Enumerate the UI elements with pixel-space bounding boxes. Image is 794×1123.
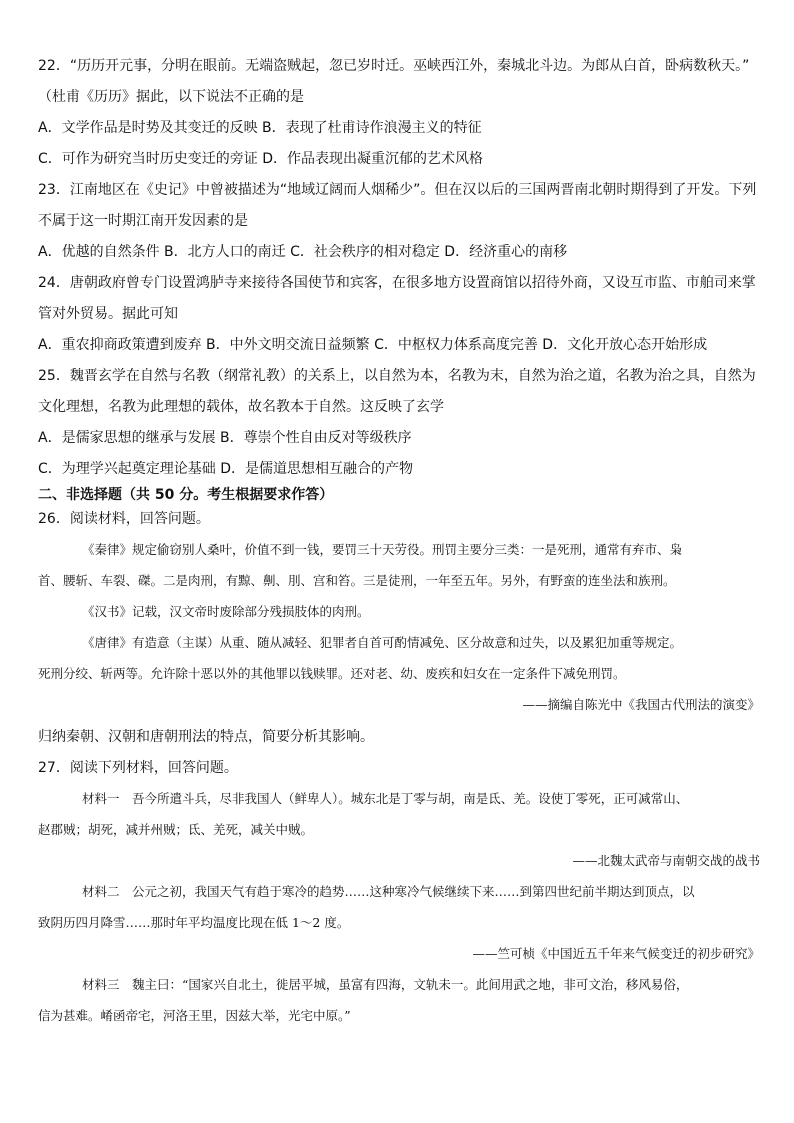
question-24-stem-cont: 管对外贸易。据此可知	[38, 306, 178, 322]
question-22-options-ab: A．文学作品是时势及其变迁的反映 B．表现了杜甫诗作浪漫主义的特征	[38, 120, 482, 136]
q27-material-2-line2: 致阴历四月降雪……那时年平均温度比现在低 1～2 度。	[38, 915, 350, 930]
q26-material-han: 《汉书》记载，汉文帝时废除部分残损肢体的肉刑。	[82, 604, 370, 619]
question-25-stem: 25．魏晋玄学在自然与名教（纲常礼教）的关系上，以自然为本，名教为末，自然为治之道，名教为治之具，自然为	[38, 368, 756, 384]
question-22-stem: 22．“历历开元事，分明在眼前。无端盗贼起，忽已岁时迁。巫峡西江外，秦城北斗边。为郎从白首，卧病数秋天。”	[38, 58, 750, 74]
question-24	[38, 273, 760, 355]
q27-material-1-source: ——北魏太武帝与南朝交战的战书	[572, 853, 760, 868]
q26-material-qin-line2: 首、腰斩、车裂、磔。二是肉刑，有黥、劓、刖、宫和笞。三是徒刑，一年至五年。另外，有野蛮的连坐法和族刑。	[38, 573, 676, 588]
q27-material-3-line2: 信为甚难。崤函帝宅，河洛王里，因兹大举，光宅中原。”	[38, 1008, 351, 1023]
q26-material-qin-line1: 《秦律》规定偷窃别人桑叶，价值不到一钱，要罚三十天劳役。刑罚主要分三类：一是死刑，通常有弃市、枭	[82, 542, 683, 557]
question-23-options: A．优越的自然条件 B．北方人口的南迁 C．社会秩序的相对稳定 D．经济重心的南移	[38, 244, 568, 260]
q27-material-2-source: ——竺可桢《中国近五千年来气候变迁的初步研究》	[472, 946, 760, 961]
question-23-stem: 23．江南地区在《史记》中曾被描述为“地域辽阔而人烟稀少”。但在汉以后的三国两晋南北朝时期得到了开发。下列	[38, 182, 757, 198]
q27-material-3-line1: 材料三 魏主曰：“国家兴自北土，徙居平城，虽富有四海，文轨未一。此间用武之地，非可文治，移风易俗，	[82, 977, 689, 992]
q27-material-2-line1: 材料二 公元之初，我国天气有趋于寒冷的趋势……这种寒冷气候继续下来……到第四世纪前半期达到顶点，以	[82, 884, 695, 899]
question-27-stem: 27．阅读下列材料，回答问题。	[38, 760, 238, 776]
question-25-options-cd: C．为理学兴起奠定理论基础 D．是儒道思想相互融合的产物	[38, 461, 414, 477]
q27-material-1-line1: 材料一 吾今所遣斗兵，尽非我国人（鲜卑人）。城东北是丁零与胡，南是氐、羌。设使丁零死，正可减常山、	[82, 791, 689, 806]
q26-source: ——摘编自陈光中《我国古代刑法的演变》	[522, 697, 760, 712]
question-25-stem-cont: 文化理想，名教为此理想的载体，故名教本于自然。这反映了玄学	[38, 399, 444, 415]
question-25-options-ab: A．是儒家思想的继承与发展 B．尊崇个性自由反对等级秩序	[38, 430, 412, 446]
question-23	[38, 180, 760, 262]
question-22-options-cd: C．可作为研究当时历史变迁的旁证 D．作品表现出凝重沉郁的艺术风格	[38, 151, 484, 167]
question-22-stem-cont: （杜甫《历历》据此，以下说法不正确的是	[38, 89, 304, 105]
question-24-options: A．重农抑商政策遭到废弃 B．中外文明交流日益频繁 C．中枢权力体系高度完善 D．文化开放心态开始形成	[38, 337, 708, 353]
section-2-heading: 二、非选择题（共 50 分。考生根据要求作答）	[38, 487, 334, 503]
question-26-prompt: 归纳秦朝、汉朝和唐朝刑法的特点，简要分析其影响。	[38, 729, 374, 745]
question-25	[38, 366, 760, 479]
question-22	[38, 56, 760, 169]
exam-page	[38, 56, 760, 1038]
question-24-stem: 24．唐朝政府曾专门设置鸿胪寺来接待各国使节和宾客，在很多地方设置商馆以招待外商，又设互市监、市舶司来掌	[38, 275, 756, 291]
q26-material-tang-line2: 死刑分绞、斩两等。允许除十恶以外的其他罪以钱赎罪。还对老、幼、废疾和妇女在一定条件下减免刑罚。	[38, 666, 626, 681]
q26-material-tang-line1: 《唐律》有造意（主谋）从重、随从减轻、犯罪者自首可酌情减免、区分故意和过失，以及累犯加重等规定。	[82, 635, 683, 650]
question-26-stem: 26．阅读材料，回答问题。	[38, 511, 210, 527]
question-23-stem-cont: 不属于这一时期江南开发因素的是	[38, 213, 248, 229]
q27-material-1-line2: 赵郡贼；胡死，减并州贼；氐、羌死，减关中贼。	[38, 822, 314, 837]
